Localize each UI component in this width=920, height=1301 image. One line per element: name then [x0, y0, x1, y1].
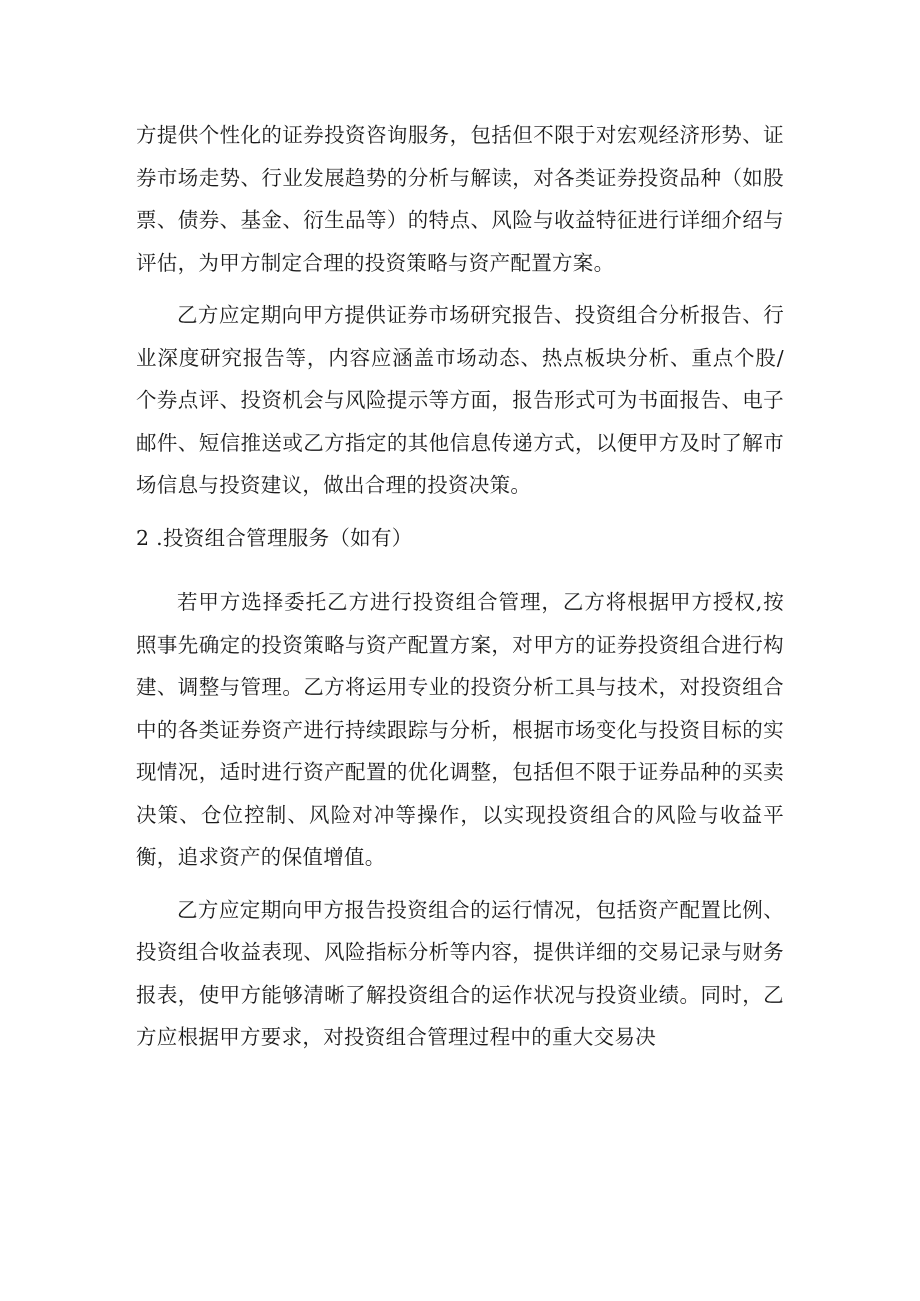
paragraph-consulting-service: 方提供个性化的证券投资咨询服务，包括但不限于对宏观经济形势、证券市场走势、行业发展趋势的分析与解读，对各类证券投资品种（如股票、债券、基金、衍生品等）的特点、风险与收益特征进行详细介绍与评估，为甲方制定合理的投资策略与资产配置方案。 [136, 123, 784, 275]
paragraph-portfolio-management: 若甲方选择委托乙方进行投资组合管理，乙方将根据甲方授权,按照事先确定的投资策略与资产配置方案，对甲方的证券投资组合进行构建、调整与管理。乙方将运用专业的投资分析工具与技术，对投资组合中的各类证券资产进行持续跟踪与分析，根据市场变化与投资目标的实现情况，适时进行资产配置的优化调整，包括但不限于证券品种的买卖决策、仓位控制、风险对冲等操作，以实现投资组合的风险与收益平衡，追求资产的保值增值。 [136, 590, 784, 869]
paragraph-portfolio-reporting: 乙方应定期向甲方报告投资组合的运行情况，包括资产配置比例、投资组合收益表现、风险指标分析等内容，提供详细的交易记录与财务报表，使甲方能够清晰了解投资组合的运作状况与投资业绩。同时，乙方应根据甲方要求，对投资组合管理过程中的重大交易决 [136, 897, 784, 1049]
paragraph-research-reports: 乙方应定期向甲方提供证券市场研究报告、投资组合分析报告、行业深度研究报告等，内容应涵盖市场动态、热点板块分析、重点个股/个券点评、投资机会与风险提示等方面，报告形式可为书面报告、电子邮件、短信推送或乙方指定的其他信息传递方式，以便甲方及时了解市场信息与投资建议，做出合理的投资决策。 [136, 303, 784, 497]
section-heading-portfolio-management: 2 .投资组合管理服务（如有） [136, 525, 413, 550]
document-body [136, 114, 784, 1073]
